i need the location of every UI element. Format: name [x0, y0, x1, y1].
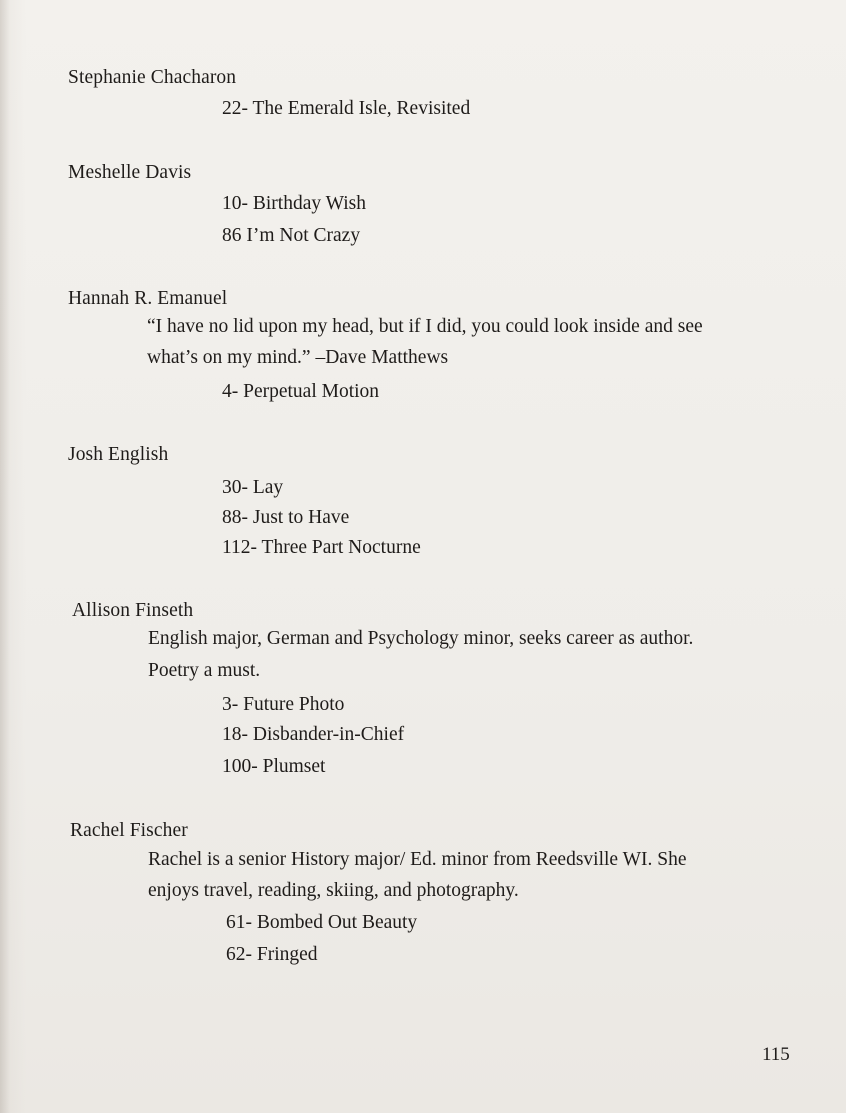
work-title: 88- Just to Have	[222, 507, 350, 528]
work-title: 61- Bombed Out Beauty	[226, 912, 418, 933]
bio-text: “I have no lid upon my head, but if I did, you could look inside and see	[147, 316, 703, 337]
author-name: Rachel Fischer	[70, 820, 188, 841]
author-name: Stephanie Chacharon	[68, 67, 237, 88]
work-title: 62- Fringed	[226, 944, 318, 965]
bio-text: English major, German and Psychology minor, seeks career as author.	[148, 628, 694, 649]
work-title: 30- Lay	[222, 477, 284, 498]
bio-text: enjoys travel, reading, skiing, and photography.	[148, 880, 519, 901]
author-name: Josh English	[68, 444, 169, 465]
page-number: 115	[762, 1044, 790, 1065]
bio-text: Poetry a must.	[148, 660, 261, 681]
author-name: Meshelle Davis	[68, 162, 192, 183]
work-title: 4- Perpetual Motion	[222, 381, 380, 402]
bio-text: what’s on my mind.” –Dave Matthews	[147, 347, 449, 368]
work-title: 10- Birthday Wish	[222, 193, 367, 214]
author-name: Allison Finseth	[72, 600, 194, 621]
work-title: 18- Disbander-in-Chief	[222, 724, 405, 745]
work-title: 22- The Emerald Isle, Revisited	[222, 98, 471, 119]
work-title: 86 I’m Not Crazy	[222, 225, 361, 246]
work-title: 112- Three Part Nocturne	[222, 537, 421, 558]
author-name: Hannah R. Emanuel	[68, 288, 228, 309]
work-title: 100- Plumset	[222, 756, 326, 777]
work-title: 3- Future Photo	[222, 694, 345, 715]
bio-text: Rachel is a senior History major/ Ed. minor from Reedsville WI. She	[148, 849, 687, 870]
